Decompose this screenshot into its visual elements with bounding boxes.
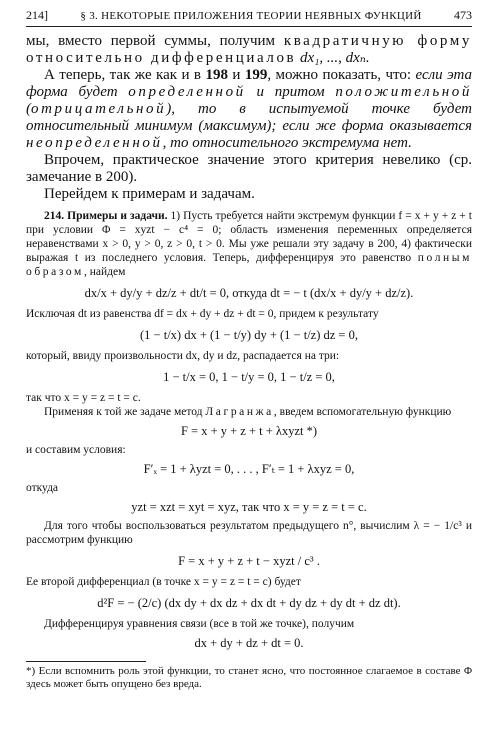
spaced-italic: положительной (335, 84, 472, 100)
paragraph-criterion (26, 67, 472, 152)
paragraph-remark: Впрочем, практическое значение этого критерия невелико (ср. замечание в 200). (26, 152, 472, 185)
equation-function-F: F = x + y + z + t − xyzt / c³ . (178, 554, 320, 568)
spaced-italic: определенной (128, 84, 246, 100)
text-run: 1) Пусть требуется найти экстремум функции f = x + y + z + t при условии Φ = xyzt − c⁴ = 0; область изменения переменных определяется неравенствами x > 0, y > 0, z > 0, t > 0. Мы уже решали эту задачу в 200, 4) фактически выражая t из последнего условия. Теперь, дифференцируя это равенство (26, 210, 472, 264)
italic-text: , то относительного экстремума нет. (162, 135, 412, 151)
header-section-ref: 214] (26, 8, 48, 22)
spaced-text: полным образом (26, 252, 472, 278)
italic-text: если эта форма будет (26, 67, 473, 100)
footnote-rule (26, 661, 146, 662)
ref-198: 198 (205, 67, 228, 83)
text-run: мы, вместо первой суммы, получим (26, 33, 284, 49)
text-run: , можно показать, что: (267, 67, 416, 83)
text-run: , введем вспомогательную функцию (273, 406, 452, 418)
paragraph-transition: Перейдем к примерам и задачам. (44, 186, 255, 202)
section-title: Примеры и задачи. (67, 210, 168, 222)
math-text: dx₁, ..., dxₙ. (296, 50, 370, 66)
equation-differential-condition: dx/x + dy/y + dz/z + dt/t = 0, откуда dt = − t (dx/x + dy/y + dz/z). (84, 286, 414, 300)
text-lagrange-method (26, 405, 472, 419)
equation-partial-derivatives: F′ₓ = 1 + λyzt = 0, . . . , F′ₜ = 1 + λxyz = 0, (143, 462, 355, 476)
spaced-text: квадратичную форму относительно дифференциалов (26, 33, 472, 66)
spaced-italic: неопределенной (26, 135, 163, 151)
text-second-differential: Ее второй дифференциал (в точке x = y = z = t = c) будет (26, 576, 301, 588)
equation-three-conditions: 1 − t/x = 0, 1 − t/y = 0, 1 − t/z = 0, (163, 370, 335, 384)
text-splits-into-three: который, ввиду произвольности dx, dy и dz, распадается на три: (26, 350, 340, 362)
equation-auxiliary-function: F = x + y + z + t + λxyzt *) (180, 424, 318, 438)
book-page (26, 8, 472, 691)
spaced-italic: отрицательной (31, 101, 167, 117)
text-conditions: и составим условия: (26, 444, 126, 456)
section-214-intro (26, 209, 472, 279)
footnote: *) Если вспомнить роль этой функции, то станет ясно, что постоянное слагаемое в составе Φ здесь может быть опущено без вреда. (26, 665, 472, 690)
text-run: А теперь, так же как и в (44, 67, 206, 83)
text-whence: откуда (26, 482, 59, 494)
text-differentiate-constraints: Дифференцируя уравнения связи (все в той же точке), получим (44, 618, 355, 630)
equation-equalities: yzt = xzt = xyt = xyz, так что x = y = z = t = c. (131, 500, 367, 514)
equation-d2F: d²F = − (2/c) (dx dy + dx dz + dx dt + dy dz + dy dt + dz dt). (97, 596, 401, 610)
text-so-that: так что x = y = z = t = c. (26, 392, 141, 404)
header-chapter-title: § 3. НЕКОТОРЫЕ ПРИЛОЖЕНИЯ ТЕОРИИ НЕЯВНЫХ ФУНКЦИЙ (80, 10, 422, 22)
page-number: 473 (453, 8, 472, 22)
equation-result: (1 − t/x) dx + (1 − t/y) dy + (1 − t/z) dz = 0, (140, 328, 358, 342)
italic-text: и притом (245, 84, 336, 100)
section-number: 214. (44, 210, 65, 222)
running-header (26, 8, 472, 27)
spaced-text: Лагранжа (205, 406, 274, 418)
text-run: и (227, 67, 245, 83)
italic-text: ( (26, 101, 31, 117)
equation-constraint-sum: dx + dy + dz + dt = 0. (194, 636, 304, 650)
text-eliminate-dt: Исключая dt из равенства df = dx + dy + dz + dt = 0, придем к результату (26, 308, 379, 320)
text-compute-lambda: Для того чтобы воспользоваться результатом предыдущего n°, вычислим λ = − 1/c³ и рассмотрим функцию (26, 520, 472, 546)
ref-199: 199 (244, 67, 268, 83)
paragraph-quadratic-form (26, 33, 472, 67)
italic-text: ), то в испытуемой точке будет относительный минимум (максимум); если же форма оказывается (26, 101, 472, 134)
text-run: Применяя к той же задаче метод (44, 406, 206, 418)
text-run: , найдем (83, 266, 126, 278)
